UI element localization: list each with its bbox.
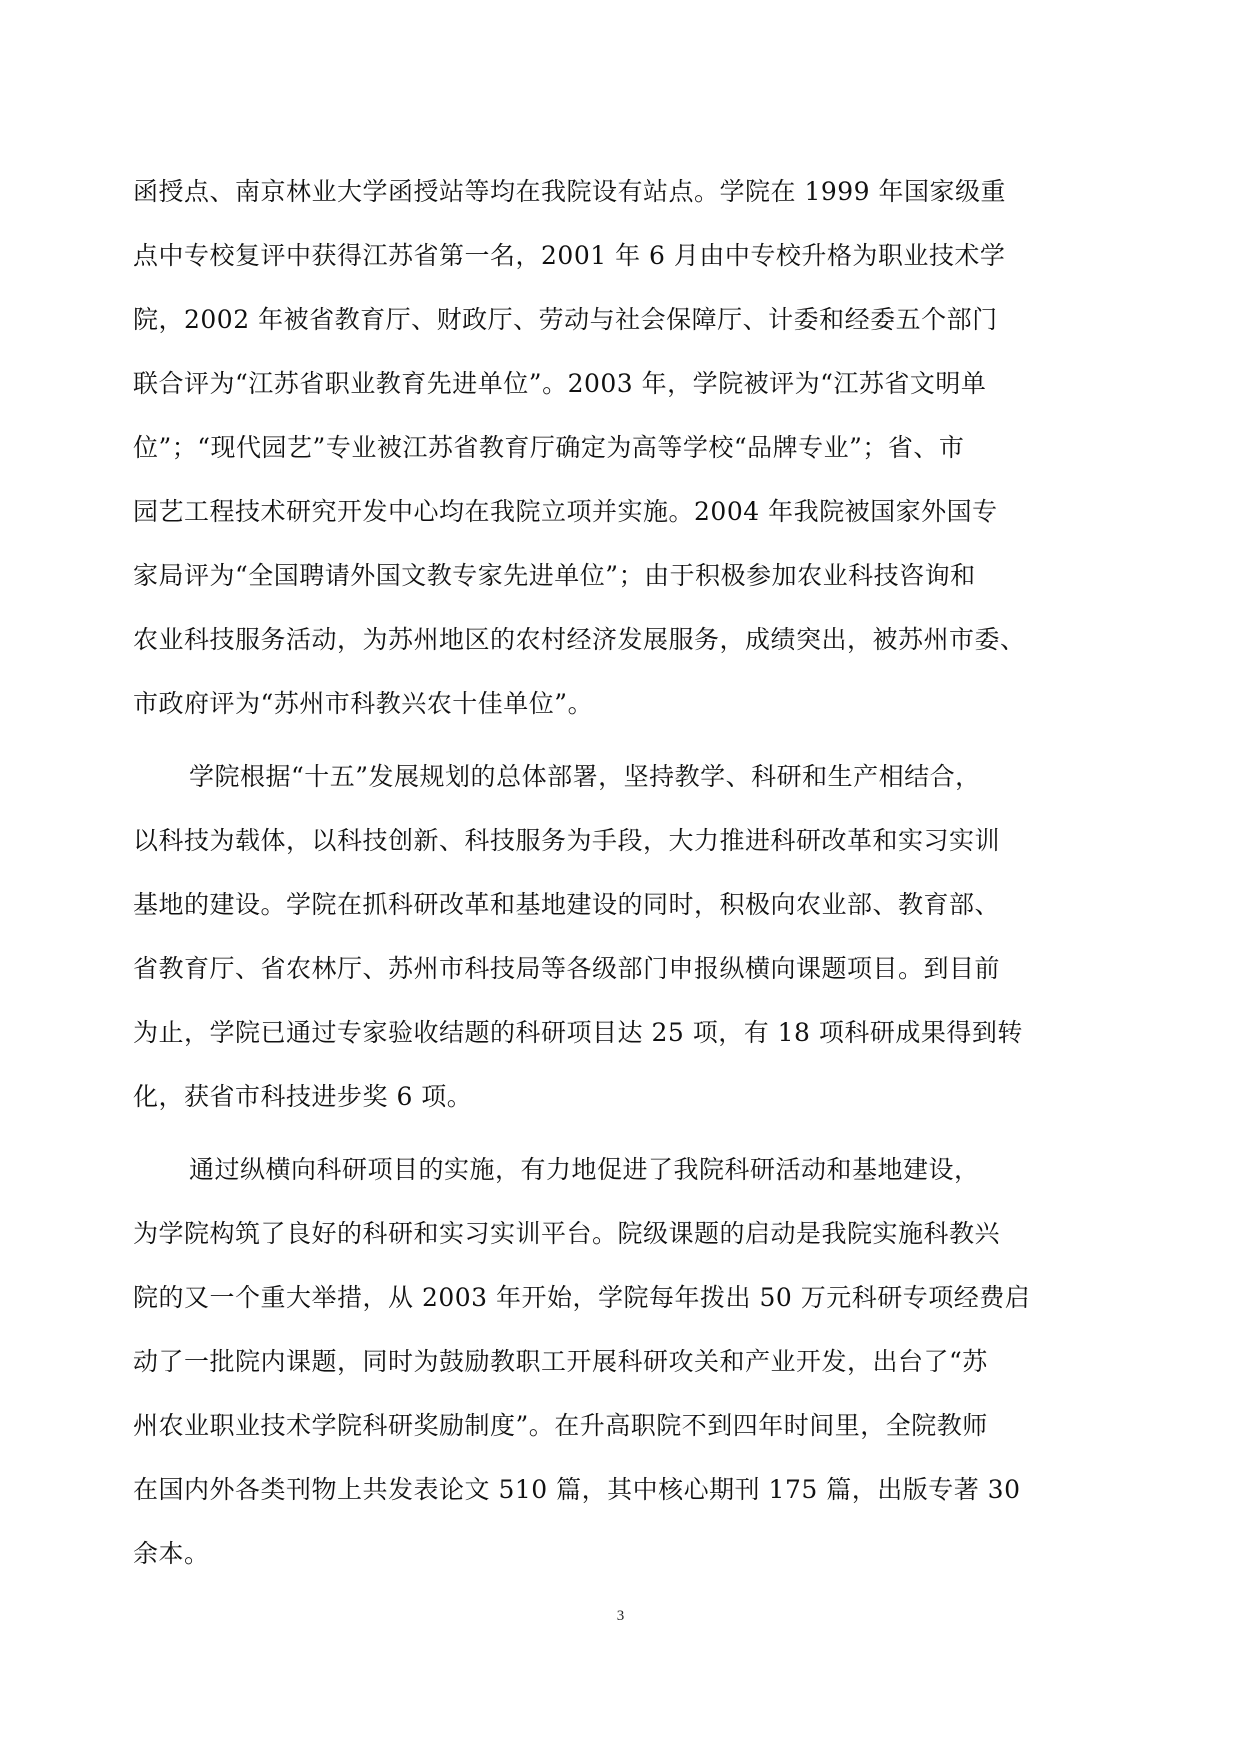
- text-line: 州农业职业技术学院科研奖励制度”。在升高职院不到四年时间里，全院教师: [133, 1411, 988, 1440]
- text-line: 余本。: [133, 1539, 210, 1568]
- text-line: 化，获省市科技进步奖 6 项。: [133, 1082, 473, 1111]
- text-line-indented: 通过纵横向科研项目的实施，有力地促进了我院科研活动和基地建设，: [189, 1155, 980, 1184]
- text-line: 函授点、南京林业大学函授站等均在我院设有站点。学院在 1999 年国家级重: [133, 177, 1007, 206]
- body-text: [133, 160, 1113, 1586]
- paragraph-1: [133, 160, 1113, 736]
- text-line: 点中专校复评中获得江苏省第一名，2001 年 6 月由中专校升格为职业技术学: [133, 241, 1006, 270]
- text-line: 院的又一个重大举措，从 2003 年开始，学院每年拨出 50 万元科研专项经费启: [133, 1283, 1031, 1312]
- text-line: 园艺工程技术研究开发中心均在我院立项并实施。2004 年我院被国家外国专: [133, 497, 998, 526]
- text-line: 联合评为“江苏省职业教育先进单位”。2003 年，学院被评为“江苏省文明单: [133, 369, 987, 398]
- paragraph-spacing: [133, 1129, 1113, 1138]
- text-line: 动了一批院内课题，同时为鼓励教职工开展科研攻关和产业开发，出台了“苏: [133, 1347, 988, 1376]
- text-line-indented: 学院根据“十五”发展规划的总体部署，坚持教学、科研和生产相结合，: [189, 762, 981, 791]
- page-number: 3: [616, 1608, 625, 1624]
- paragraph-3: [133, 1138, 1113, 1586]
- text-line: 在国内外各类刊物上共发表论文 510 篇，其中核心期刊 175 篇，出版专著 30: [133, 1475, 1021, 1504]
- text-line: 位”；“现代园艺”专业被江苏省教育厅确定为高等学校“品牌专业”；省、市: [133, 433, 965, 462]
- text-line: 院，2002 年被省教育厅、财政厅、劳动与社会保障厅、计委和经委五个部门: [133, 305, 998, 334]
- text-line: 以科技为载体，以科技创新、科技服务为手段，大力推进科研改革和实习实训: [133, 826, 1001, 855]
- text-line: 基地的建设。学院在抓科研改革和基地建设的同时，积极向农业部、教育部、: [133, 890, 1001, 919]
- paragraph-2: [133, 745, 1113, 1129]
- text-line: 为学院构筑了良好的科研和实习实训平台。院级课题的启动是我院实施科教兴: [133, 1219, 1001, 1248]
- text-line: 家局评为“全国聘请外国文教专家先进单位”；由于积极参加农业科技咨询和: [133, 561, 976, 590]
- text-line: 农业科技服务活动，为苏州地区的农村经济发展服务，成绩突出，被苏州市委、: [133, 625, 1026, 654]
- text-line: 为止，学院已通过专家验收结题的科研项目达 25 项，有 18 项科研成果得到转: [133, 1018, 1023, 1047]
- text-line: 省教育厅、省农林厅、苏州市科技局等各级部门申报纵横向课题项目。到目前: [133, 954, 1001, 983]
- text-line: 市政府评为“苏州市科教兴农十佳单位”。: [133, 689, 594, 718]
- paragraph-spacing: [133, 736, 1113, 745]
